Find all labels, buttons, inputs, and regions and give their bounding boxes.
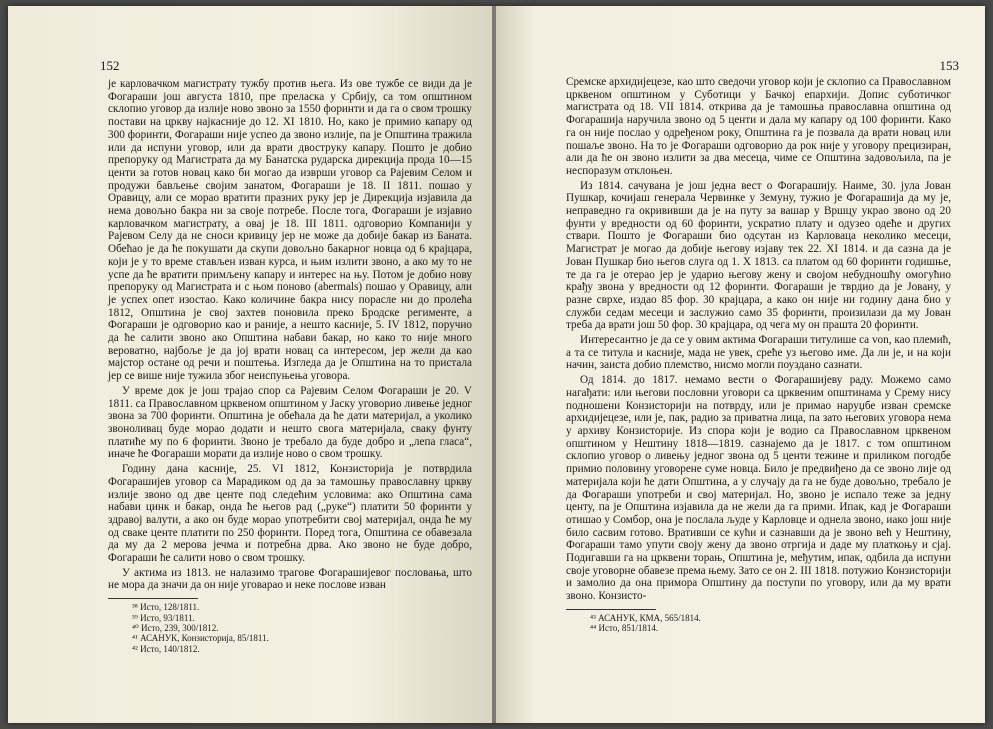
right-page xyxy=(496,6,985,723)
footnote: ⁴³ АСАНУК, КМА, 565/1814. xyxy=(590,612,701,623)
paragraph: У време док је још трајао спор са Рајевим Селом Фогараши је 20. V 1811. са Православном црквеном општином у Јаску уговорио ливење једног звона за 700 форинти. Општина је обећала да ће дати материјал, а уколико звоноливац буде морао додати и нешто свога материјала, сваку фунту платиће му по 6 форинти. Звоно је требало да буде добро и „лепа гласа“, иначе ће Фогараши морати да излије ново о свом трошку. xyxy=(108,384,472,461)
footnote: ³⁸ Исто, 128/1811. xyxy=(132,602,200,613)
paragraph: Од 1814. до 1817. немамо вести о Фогарашијеву раду. Можемо само нагађати: или његови пословни уговори са црквеним општинама у Срему нису подношени Конзисторији на потврду, или је примао наруџбе изван сремске архидијецезе, или је, пак, радио за приватна лица, па зато његових уговора нема у архиву Конзисторије. Из спора који је водио са Православном црквеном општином у Нештину 1818—1819. сазнајемо да је 1817. с том општином склопио уговор о ливењу једног звона од 5 центи тежине и приликом погодбе примио половину уговорене суме новца. Било је предвиђено да се звоно лије од материјала који ће дати Општина, а у случају да га не буде довољно, требало је да Фогараши употреби и свој материјал. Но, звоно је испало теже за једну центу, па је Општина изјавила да не жели да га прими. Ипак, кад је Фогараши отишао у Сомбор, она је послала људе у Карловце и однела звоно, иако још није било сасвим готово. Вративши се кући и сазнавши да је звоно већ у Нештину, Фогараши тамо упути своју жену да звоно отргија и даде му платкоњу и сјај. Подигавши га на црквени торањ, Општина је, међутим, ипак, одбила да испуни своје уговорне обавезе према њему. Зато се он 2. III 1818. потужио Конзисторији и замолио да она примора Општину да поступи по уговору, или да му врати звоно. Конзисто- xyxy=(566,374,951,603)
paragraph: Из 1814. сачувана је још једна вест о Фогарашију. Наиме, 30. јула Јован Пушкар, кочијаш генерала Червинке у Земуну, тужио је Фогарашија да му је, неправедно га окрививши да је на путу за вашар у Вршцу украо звоно од 20 фунти у вредности од 60 форинти, ускратио плату и одузео одеће и других ствари. Пошто је Фогараши био одсутан из Карловаца неколико месеци, Магистрат је могао да добије његову изјаву тек 22. XI 1814. и да сазна да је Јован Пушкар био његов слуга од 1. X 1813. са платом од 60 форинти годишње, те да га је отерао јер је ударио његову жену и својом небудношћу омогућио крађу звона у вредности од 12 форинти. Фогараши је тврдио да је Јовану, у разне сврхе, издао 85 фор. 30 крајцара, а како он није ни годину дана био у служби седам месеци и заслужио само 35 форинти, произилази да му Јован треба да врати још 50 фор. 30 крајцара, од чега му он прашта 20 форинти. xyxy=(566,179,951,332)
left-page xyxy=(8,6,494,723)
paragraph: Годину дана касније, 25. VI 1812, Конзисторија је потврдила Фогарашијев уговор са Марадиком од да за тамошњу православну цркву излије звоно од две центе под следећим условима: ако Општина сама набави цинк и бакар, онда ће његов рад („руке“) платити 50 форинти у здравој валути, а ако он буде морао употребити свој материјал, онда ће му од сваке центе платити по 250 форинти. Поред тога, Општина се обавезала да му да 2 мерова јечма и потребна дрва. Ако звоно не буде добро, Фогараши ће салити ново о свом трошку. xyxy=(108,463,472,565)
right-page-body xyxy=(566,76,951,634)
footnote: ⁴⁴ Исто, 851/1814. xyxy=(590,623,659,634)
footnote: ⁴⁰ Исто, 239, 300/1812. xyxy=(132,622,219,633)
footnote-separator xyxy=(566,609,656,610)
footnote: ⁴¹ АСАНУК, Конзисторија, 85/1811. xyxy=(132,633,269,644)
footnote-separator xyxy=(108,598,198,599)
page-number-right: 153 xyxy=(939,58,959,73)
footnote: ⁴² Исто, 140/1812. xyxy=(132,643,200,654)
page-number-left: 152 xyxy=(100,58,120,73)
left-page-body xyxy=(108,78,472,654)
paragraph: је карловачком магистрату тужбу против њега. Из ове тужбе се види да је Фогараши још августа 1810, пре преласка у Србију, са том општином склопио уговор да излије ново звоно за 1550 форинти и да га о свом трошку постави на цркву најкасније до 12. XI 1810. Но, како је примио капару од 300 форинти, Фогараши није успео да звоно излије, па је Општина тражила или да испуни уговор, или да врати двоструку капару. Пошто је добио препоруку од Магистрата да му Банатска рударска дирекција прода 10—15 центи за готов новац како би могао да изврши уговор са Рајевим Селом и продужи бављење својим занатом, Фогараши је 18. II 1811. пошао у Оравицу, али се морао вратити празних руку јер је Дирекција изјавила да нема довољно бакра ни за своје потребе. После тога, Фогараши је изјавио карловачком магистрату, а овај је 18. III 1811. одговорио Компанији у Рајевом Селу да не сноси кривицу јер не може да добије бакар из Баната. Обећао је да ће покушати да скупи довољно бакарног новца од 6 крајцара, који је у то време стављен изван курса, и њим излити звоно, а ако му то не успе да ће вратити примљену капару и интерес на њу. Потом је добио нову препоруку од Магистрата и с њом поново (abermals) пошао у Оравицу, али је успех опет изостао. Како количине бакра нису порасле ни до пролећа 1812, Општина је свој захтев поновила преко Бродске регименте, а Фогараши је одговорио као и раније, а нешто касније, 5. IV 1812, поручио да ће салити звоно ако Општина набави бакар, но како то није много вероватно, најбоље је да јој врати новац са интересом, јер жели да као мајстор остане од речи и поштења. Изгледа да је Општина на то пристала јер се више није тужила због неиспуњења уговора. xyxy=(108,78,472,383)
footnote: ³⁹ Исто, 93/1811. xyxy=(132,612,195,623)
book-spread xyxy=(8,6,985,723)
paragraph: Интересантно је да се у овим актима Фогараши титулише са von, као племић, а та се титула и касније, мада не увек, среће уз његово име. Да ли је, и на који начин, заиста добио племство, нисмо могли поуздано сазнати. xyxy=(566,334,951,372)
paragraph: У актима из 1813. не налазимо трагове Фогарашијевог пословања, што не мора да значи да он није уговарао и неке послове изван xyxy=(108,566,472,592)
paragraph: Сремске архидијецезе, као што сведочи уговор који је склопио са Православном црквеном општином у Суботици у Бачкој епархији. Допис суботичког магистрата од 18. VII 1814. открива да је тамошња православна општина од Фогарашија наручила звоно од 5 центи и дала му капару од 100 форинти. Како га он није послао у одређеном року, Општина га је позвала да врати новац или пошаље звоно. На то је Фогараши одговорио да рок није у уговору прецизиран, али да ће он звоно излити за два месеца, чиме се Општина задовољила, па је неспоразум отклоњен. xyxy=(566,76,951,177)
